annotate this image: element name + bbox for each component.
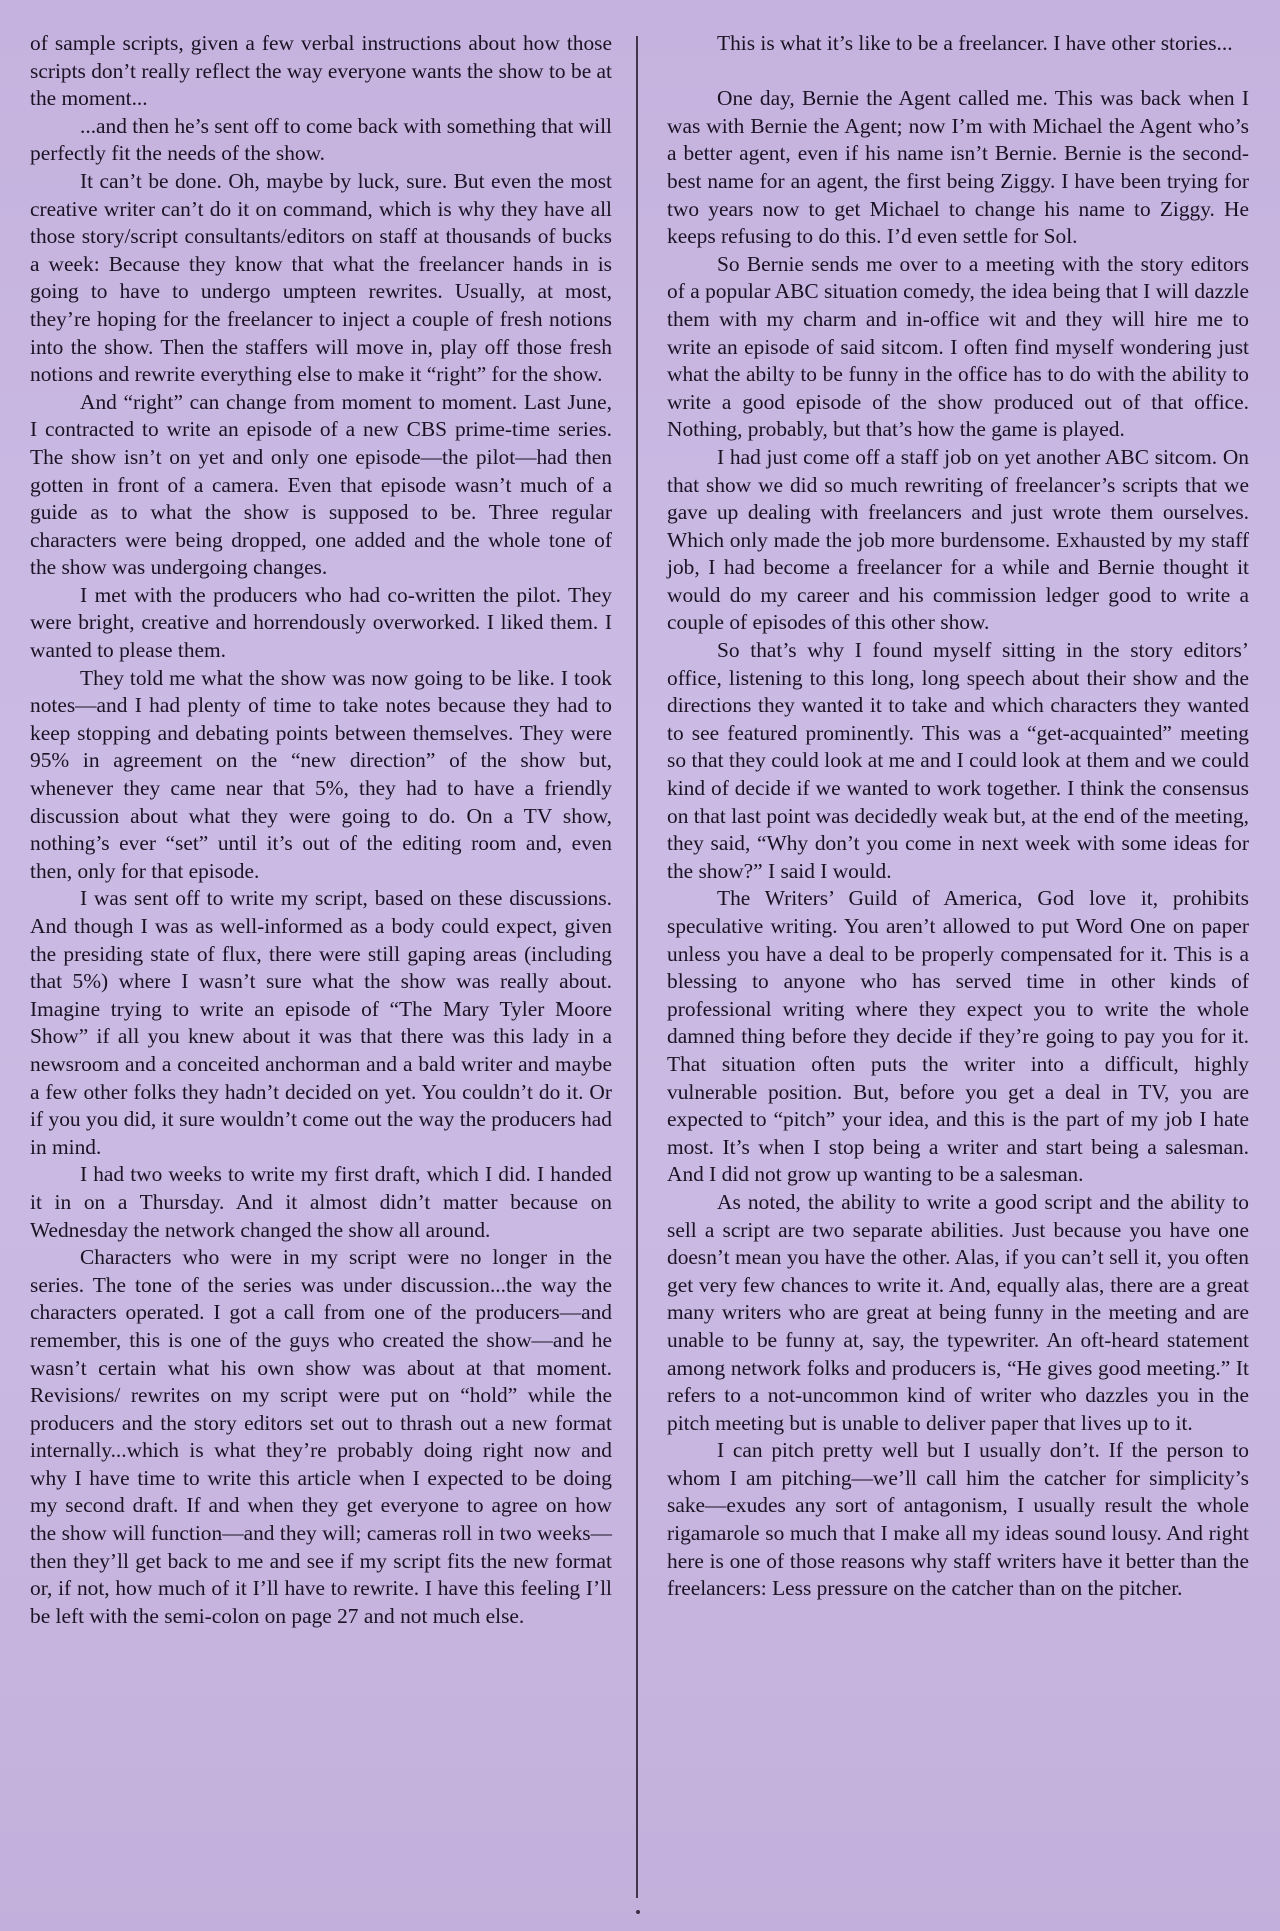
paragraph: ...and then he’s sent off to come back with something that will perfectly fit the needs of the show. xyxy=(30,113,612,166)
paragraph: So that’s why I found myself sitting in the story editors’ office, listening to this long, long speech about their show and the directions they wanted it to take and which characters they wanted to see featured prominently. This was a “get-acquainted” meeting so that they could look at me and I could look at them and we could kind of decide if we wanted to work together. I think the consensus on that last point was decidedly weak but, at the end of the meeting, they said, “Why don’t you come in next week with some ideas for the show?” I said I would. xyxy=(667,638,1249,883)
column-divider xyxy=(636,36,638,1898)
paragraph: One day, Bernie the Agent called me. This was back when I was with Bernie the Agent; now I’m with Michael the Agent who’s a better agent, even if his name isn’t Bernie. Bernie is the second-best name for an agent, the first being Ziggy. I have been trying for two years now to get Michael to change his name to Ziggy. He keeps refusing to do this. I’d even settle for Sol. xyxy=(667,86,1249,249)
paragraph: The Writers’ Guild of America, God love it, prohibits speculative writing. You aren’t allowed to put Word One on paper unless you have a deal to be properly compensated for it. This is a blessing to anyone who has served time in other kinds of professional writing where they expect you to write the whole damned thing before they decide if they’re going to pay you for it. That situation often puts the writer into a difficult, highly vulnerable position. But, before you get a deal in TV, you are expected to “pitch” your idea, and this is the part of my job I hate most. It’s when I stop being a writer and start being a salesman. And I did not grow up wanting to be a salesman. xyxy=(667,886,1249,1187)
paragraph: I was sent off to write my script, based on these discussions. And though I was as well-informed as a body could expect, given the presiding state of flux, there were still gaping areas (including that 5%) where I wasn’t sure what the show was really about. Imagine trying to write an episode of “The Mary Tyler Moore Show” if all you knew about it was that there was this lady in a newsroom and a conceited anchorman and a bald writer and maybe a few other folks they hadn’t decided on yet. You couldn’t do it. Or if you you did, it sure wouldn’t come out the way the producers had in mind. xyxy=(30,886,612,1159)
page-dot-mark xyxy=(636,1910,640,1914)
paragraph: I met with the producers who had co-written the pilot. They were bright, creative and horrendously overworked. I liked them. I wanted to please them. xyxy=(30,582,612,663)
right-text-column xyxy=(667,30,1249,1603)
paragraph: I can pitch pretty well but I usually don’t. If the person to whom I am pitching—we’ll call him the catcher for simplicity’s sake—exudes any sort of antagonism, I usually result the whole rigamarole so much that I make all my ideas sound lousy. And right here is one of those reasons why staff writers have it better than the freelancers: Less pressure on the catcher than on the pitcher. xyxy=(667,1438,1249,1601)
paragraph: They told me what the show was now going to be like. I took notes—and I had plenty of time to take notes because they had to keep stopping and debating points between themselves. They were 95% in agreement on the “new direction” of the show but, whenever they came near that 5%, they had to have a friendly discussion about what they were going to do. On a TV show, nothing’s ever “set” until it’s out of the editing room and, even then, only for that episode. xyxy=(30,665,612,883)
left-text-column xyxy=(30,30,612,1630)
paragraph: I had two weeks to write my first draft, which I did. I handed it in on a Thursday. And it almost didn’t matter because on Wednesday the network changed the show all around. xyxy=(30,1162,612,1242)
paragraph: It can’t be done. Oh, maybe by luck, sure. But even the most creative writer can’t do it on command, which is why they have all those story/script consultants/editors on staff at thousands of bucks a week: Because they know that what the freelancer hands in is going to have to undergo umpteen rewrites. Usually, at most, they’re hoping for the freelancer to inject a couple of fresh notions into the show. Then the staffers will move in, play off those fresh notions and rewrite everything else to make it “right” for the show. xyxy=(30,168,612,387)
paragraph: And “right” can change from moment to moment. Last June, I contracted to write an episode of a new CBS prime-time series. The show isn’t on yet and only one episode—the pilot—had then gotten in front of a camera. Even that episode wasn’t much of a guide as to what the show is supposed to be. Three regular characters were being dropped, one added and the whole tone of the show was undergoing changes. xyxy=(30,389,612,580)
paragraph: This is what it’s like to be a freelancer. I have other stories... xyxy=(717,31,1233,55)
paragraph: As noted, the ability to write a good script and the ability to sell a script are two separate abilities. Just because you have one doesn’t mean you have the other. Alas, if you can’t sell it, you often get very few chances to write it. And, equally alas, there are a great many writers who are great at being funny in the meeting and are unable to be funny at, say, the typewriter. An oft-heard statement among network folks and producers is, “He gives good meeting.” It refers to a not-uncommon kind of writer who dazzles you in the pitch meeting but is unable to deliver paper that lives up to it. xyxy=(667,1189,1249,1435)
paragraph: I had just come off a staff job on yet another ABC sitcom. On that show we did so much rewriting of freelancer’s scripts that we gave up dealing with freelancers and just wrote them ourselves. Which only made the job more burdensome. Exhausted by my staff job, I had become a freelancer for a while and Bernie thought it would do my career and his commission ledger good to write a couple of episodes of this other show. xyxy=(667,444,1249,635)
paragraph: Characters who were in my script were no longer in the series. The tone of the series was under discussion...the way the characters operated. I got a call from one of the producers—and remember, this is one of the guys who created the show—and he wasn’t certain what his own show was about at that moment. Revisions/ rewrites on my script were put on “hold” while the producers and the story editors set out to thrash out a new format internally...which is what they’re probably doing right now and why I have time to write this article when I expected to be doing my second draft. If and when they get everyone to agree on how the show will function—and they will; cameras roll in two weeks—then they’ll get back to me and see if my script fits the new format or, if not, how much of it I’ll have to rewrite. I have this feeling I’ll be left with the semi-colon on page 27 and not much else. xyxy=(30,1245,612,1628)
paragraph: So Bernie sends me over to a meeting with the story editors of a popular ABC situation comedy, the idea being that I will dazzle them with my charm and in-office wit and they will hire me to write an episode of said sitcom. I often find myself wondering just what the abilty to be funny in the office has to do with the ability to write a good episode of the show produced out of that office. Nothing, probably, but that’s how the game is played. xyxy=(667,251,1249,442)
paragraph: of sample scripts, given a few verbal instructions about how those scripts don’t really reflect the way everyone wants the show to be at the moment... xyxy=(30,31,612,111)
